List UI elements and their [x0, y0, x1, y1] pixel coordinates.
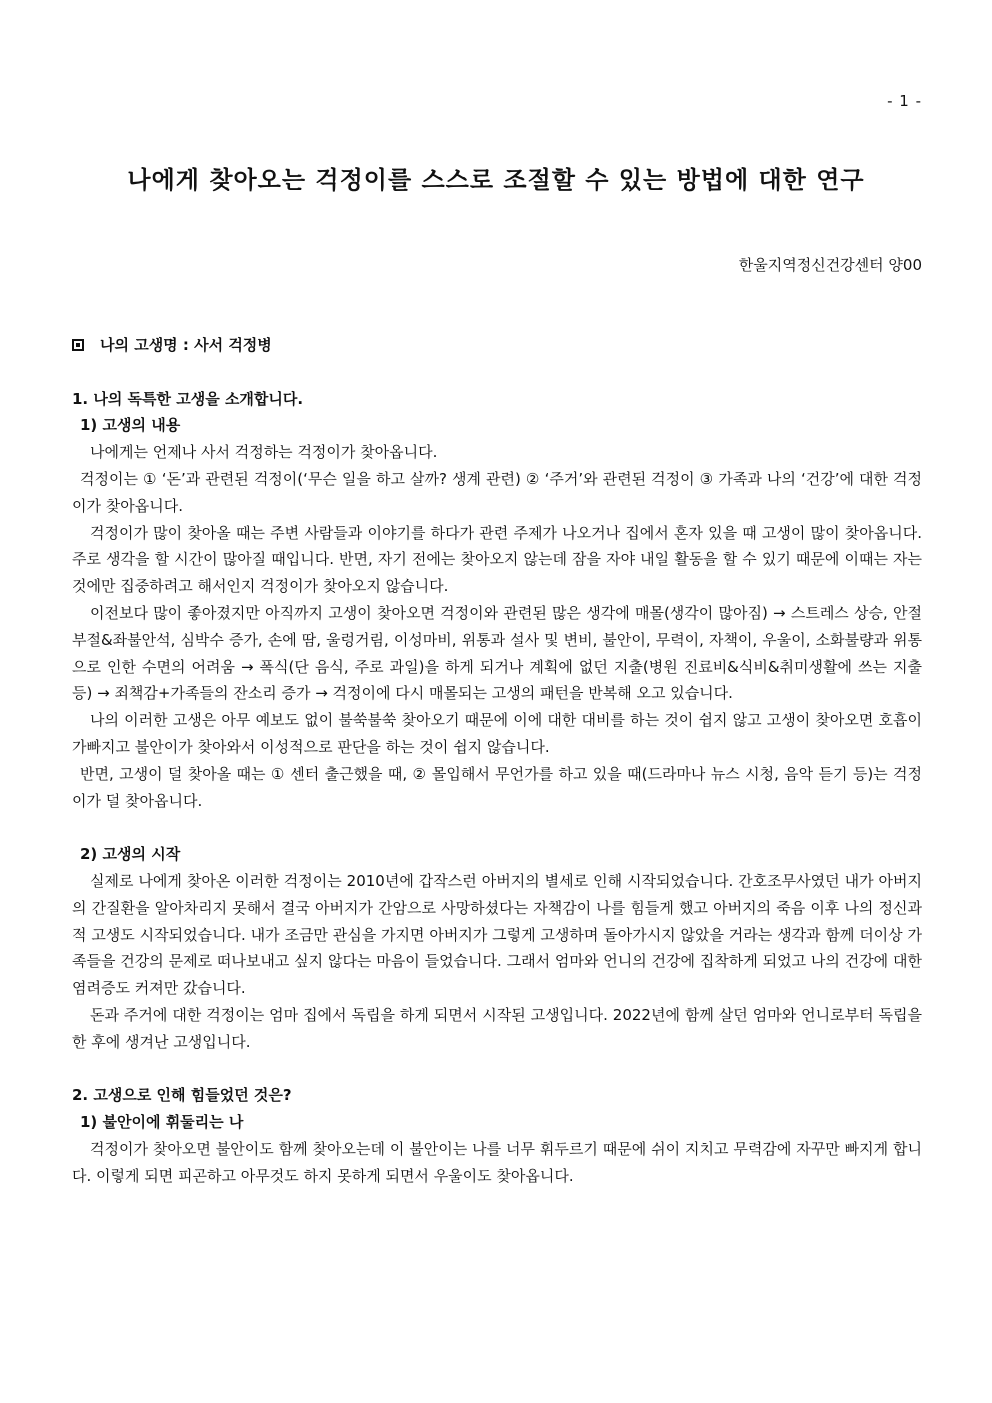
q2-heading: 2. 고생으로 인해 힘들었던 것은?: [72, 1086, 292, 1105]
q2-sub1-paragraph-1: 걱정이가 찾아오면 불안이도 함께 찾아오는데 이 불안이는 나를 너무 휘두르기 때문에 쉬이 지치고 무력감에 자꾸만 빠지게 합니다. 이렇게 되면 피곤하고 아무것도 하지 못하게 되면서 우울이도 찾아옵니다.: [72, 1139, 922, 1185]
document-body: [72, 332, 922, 1190]
q1-sub1-paragraph-2: 걱정이는 ① ‘돈’과 관련된 걱정이(‘무슨 일을 하고 살까? 생계 관련) ② ‘주거’와 관련된 걱정이 ③ 가족과 나의 ‘건강’에 대한 걱정이가 찾아옵니다.: [72, 469, 922, 515]
q1-sub1-paragraph-6: 반면, 고생이 덜 찾아올 때는 ① 센터 출근했을 때, ② 몰입해서 무언가를 하고 있을 때(드라마나 뉴스 시청, 음악 듣기 등)는 걱정이가 덜 찾아옵니다.: [72, 764, 922, 810]
document-title: 나에게 찾아오는 걱정이를 스스로 조절할 수 있는 방법에 대한 연구: [127, 166, 865, 194]
q1-sub1-paragraph-4: 이전보다 많이 좋아졌지만 아직까지 고생이 찾아오면 걱정이와 관련된 많은 생각에 매몰(생각이 많아짐) → 스트레스 상승, 안절부절&좌불안석, 심박수 증가, 손에 땀, 울렁거림, 이성마비, 위통과 설사 및 변비, 불안이, 무력이, 자책이, 우울이, 소화불량과 위통으로 인한 수면의 어려움 → 폭식(단 음식, 주로 과일)을 하게 되거나 계획에 없던 지출(병원 진료비&식비&취미생활에 쓰는 지출 등) → 죄책감+가족들의 잔소리 증가 → 걱정이에 다시 매몰되는 고생의 패턴을 반복해 오고 있습니다.: [72, 603, 922, 703]
section-label-text: 나의 고생명 : 사서 걱정병: [100, 336, 272, 354]
q1-sub1-paragraph-5: 나의 이러한 고생은 아무 예보도 없이 불쑥불쑥 찾아오기 때문에 이에 대한 대비를 하는 것이 쉽지 않고 고생이 찾아오면 호흡이 가빠지고 불안이가 찾아와서 이성적으로 판단을 하는 것이 쉽지 않습니다.: [72, 711, 922, 756]
q1-sub2-heading: 2) 고생의 시작: [80, 845, 181, 864]
q1-sub1-paragraph-1: 나에게는 언제나 사서 걱정하는 걱정이가 찾아옵니다.: [90, 443, 438, 462]
q1-heading: 1. 나의 독특한 고생을 소개합니다.: [72, 389, 304, 408]
square-bullet-icon: [72, 339, 84, 351]
q1-sub2-paragraph-1: 실제로 나에게 찾아온 이러한 걱정이는 2010년에 갑작스런 아버지의 별세로 인해 시작되었습니다. 간호조무사였던 내가 아버지의 간질환을 알아차리지 못해서 결국 아버지가 간암으로 사망하셨다는 자책감이 나를 힘들게 했고 아버지의 죽음 이후 나의 정신과적 고생도 시작되었습니다. 내가 조금만 관심을 가지면 아버지가 그렇게 고생하며 돌아가시지 않았을 거라는 생각과 함께 더이상 가족들을 건강의 문제로 떠나보내고 싶지 않다는 마음이 들었습니다. 그래서 엄마와 언니의 건강에 집착하게 되었고 나의 건강에 대한 염려증도 커져만 갔습니다.: [72, 871, 922, 998]
section-label: [72, 332, 922, 359]
q2-sub1-heading: 1) 불안이에 휘둘리는 나: [80, 1113, 244, 1132]
q1-sub1-paragraph-3: 걱정이가 많이 찾아올 때는 주변 사람들과 이야기를 하다가 관련 주제가 나오거나 집에서 혼자 있을 때 고생이 많이 찾아옵니다. 주로 생각을 할 시간이 많아질 때입니다. 반면, 자기 전에는 찾아오지 않는데 잠을 자야 내일 활동을 할 수 있기 때문에 이때는 자는 것에만 집중하려고 해서인지 걱정이가 찾아오지 않습니다.: [72, 523, 922, 596]
page-number: - 1 -: [887, 92, 922, 110]
author-line: 한울지역정신건강센터 양00: [738, 256, 922, 274]
q1-sub1-heading: 1) 고생의 내용: [80, 416, 181, 435]
q1-sub2-paragraph-2: 돈과 주거에 대한 걱정이는 엄마 집에서 독립을 하게 되면서 시작된 고생입니다. 2022년에 함께 살던 엄마와 언니로부터 독립을 한 후에 생겨난 고생입니다.: [72, 1005, 922, 1051]
